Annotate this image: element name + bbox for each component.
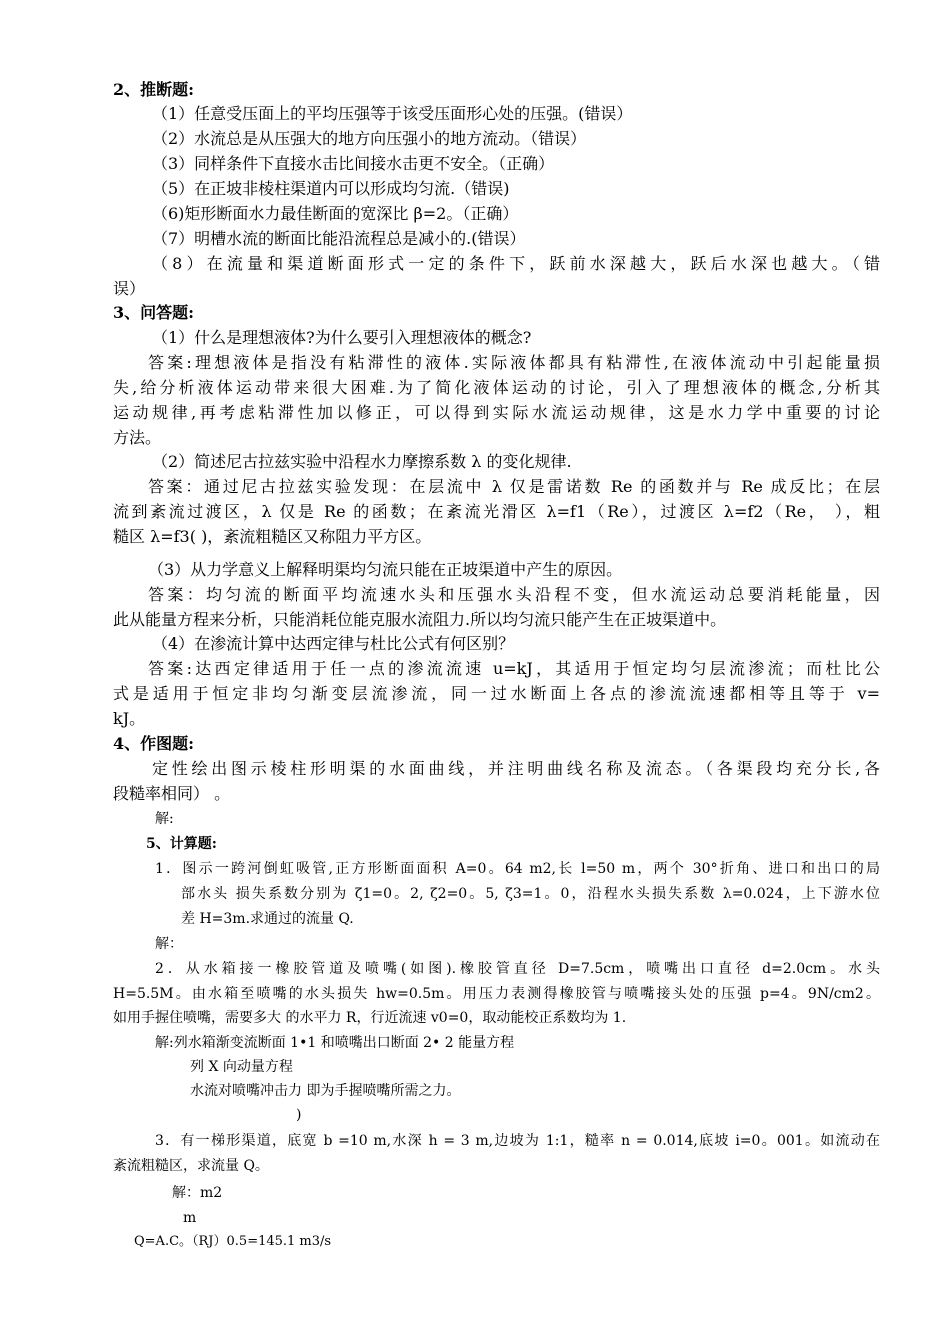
problem-2-solution-line: 水流对喷嘴冲击力 即为手握喷嘴所需之力。 [190,1083,461,1099]
problem-2-line: 2．从水箱接一橡胶管道及喷嘴(如图).橡胶管直径 D=7.5cm，喷嘴出口直径 d=2.0cm。水头 [155,961,880,977]
drawing-task-line: 段糙率相同） 。 [113,784,231,803]
question-4: （4）在渗流计算中达西定律与杜比公式有何区别？ [152,634,515,653]
question-3: （3）从力学意义上解释明渠均匀流只能在正坡渠道中产生的原因。 [148,560,623,579]
answer-1-line: 运动规律,再考虑粘滞性加以修正，可以得到实际水流运动规律，这是水力学中重要的讨论 [113,403,880,422]
problem-3-line: 3．有一梯形渠道，底宽 b =10 m,水深 h = 3 m,边坡为 1:1，糙率 n = 0.014,底坡 i=0。001。如流动在 [155,1133,880,1149]
judgment-item-2: （2）水流总是从压强大的地方向压强小的地方流动。（错误） [152,129,587,148]
judgment-item-8: （8）在流量和渠道断面形式一定的条件下，跃前水深越大，跃后水深也越大。（错 [152,254,880,273]
answer-4-line: kJ。 [113,709,146,728]
answer-3-line: 答案：均匀流的断面平均流速水头和压强水头沿程不变，但水流运动总要消耗能量，因 [148,585,880,604]
answer-2-line: 流到紊流过渡区，λ 仅是 Re 的函数；在紊流光滑区 λ=f1（Re），过渡区 λ=f2（Re， ），粗 [113,502,880,521]
problem-3-line: 紊流粗糙区，求流量 Q。 [113,1158,269,1174]
section-3-title: 3、问答题: [113,303,195,322]
answer-1-line: 失,给分析液体运动带来很大困难.为了简化液体运动的讨论，引入了理想液体的概念,分析其 [113,378,880,397]
problem-2-solution-line: ) [296,1107,302,1123]
problem-3-result: Q=A.C。（RJ）0.5=145.1 m3/s [134,1234,332,1249]
section-4-title: 4、作图题: [113,734,195,753]
answer-4-line: 式是适用于恒定非均匀渐变层流渗流，同一过水断面上各点的渗流流速都相等且等于 v= [113,684,880,703]
problem-1-line: 1．图示一跨河倒虹吸管,正方形断面面积 A=0。64 m2,长 l=50 m，两个 30°折角、进口和出口的局 [155,861,880,877]
problem-1-solution-label: 解： [155,936,183,952]
judgment-item-1: （1）任意受压面上的平均压强等于该受压面形心处的压强。(错误） [152,104,633,123]
problem-1-line: 差 H=3m.求通过的流量 Q. [181,911,354,927]
judgment-item-8-cont: 误） [113,279,146,298]
answer-2-line: 糙区 λ=f3( )，紊流粗糙区又称阻力平方区。 [113,527,432,546]
answer-4-line: 答案:达西定律适用于任一点的渗流流速 u=kJ，其适用于恒定均匀层流渗流；而杜比公 [148,659,880,678]
problem-2-line: H=5.5M。由水箱至喷嘴的水头损失 hw=0.5m。用压力表测得橡胶管与喷嘴接头处的压强 p=4。9N/cm2。 [113,986,880,1002]
problem-3-solution-line: 解：m2 [172,1185,223,1201]
problem-1-line: 部水头 损失系数分别为 ζ1=0。2, ζ2=0。5, ζ3=1。0，沿程水头损失系数 λ=0.024，上下游水位 [181,886,880,902]
judgment-item-5: （5）在正坡非棱柱渠道内可以形成均匀流.（错误) [152,179,510,198]
section-5-title: 5、计算题: [146,836,217,852]
section-2-title: 2、推断题: [113,80,195,99]
question-1: （1）什么是理想液体?为什么要引入理想液体的概念? [152,328,532,347]
drawing-solution-label: 解: [155,811,174,827]
problem-3-solution-line: m [183,1210,197,1226]
problem-2-solution-line: 列 X 向动量方程 [190,1059,293,1075]
answer-1-line: 答案:理想液体是指没有粘滞性的液体.实际液体都具有粘滞性,在液体流动中引起能量损 [148,353,880,372]
question-2: （2）简述尼古拉兹实验中沿程水力摩擦系数 λ 的变化规律. [152,452,572,471]
drawing-task-line: 定性绘出图示棱柱形明渠的水面曲线，并注明曲线名称及流态。（各渠段均充分长,各 [152,759,880,778]
problem-2-solution-line: 解:列水箱渐变流断面 1•1 和喷嘴出口断面 2• 2 能量方程 [155,1035,515,1051]
answer-2-line: 答案：通过尼古拉兹实验发现：在层流中 λ 仅是雷诺数 Re 的函数并与 Re 成反比；在层 [148,477,880,496]
problem-2-line: 如用手握住喷嘴，需要多大 的水平力 R，行近流速 v0=0，取动能校正系数均为 1. [113,1010,627,1026]
judgment-item-3: （3）同样条件下直接水击比间接水击更不安全。（正确） [152,154,555,173]
answer-1-line: 方法。 [113,428,162,447]
judgment-item-7: （7）明槽水流的断面比能沿流程总是减小的.(错误） [152,229,526,248]
judgment-item-6: （6)矩形断面水力最佳断面的宽深比 β=2。（正确） [152,204,519,223]
answer-3-line: 此从能量方程来分析，只能消耗位能克服水流阻力.所以均匀流只能产生在正坡渠道中。 [113,610,727,629]
